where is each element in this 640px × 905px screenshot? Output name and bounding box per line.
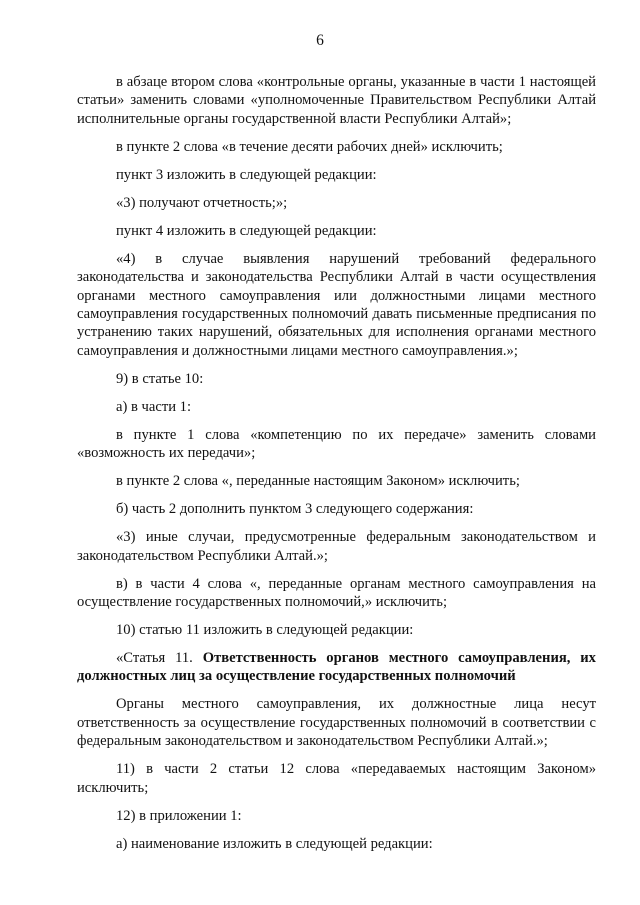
paragraph-item-9a: а) в части 1: — [116, 398, 192, 415]
paragraph-abzats-vtoroy: в абзаце втором слова «контрольные органы, указанные в части 1 настоящей статьи» заменить словами «уполномоченные Правительством Республики Алтай исполнительные органы государственной власти Республики Алтай»; — [77, 74, 596, 127]
article-11-title: Ответственность органов местного самоуправления, их должностных лиц за осуществление государственных полномочий — [77, 650, 596, 685]
paragraph-item-9: 9) в статье 10: — [116, 370, 204, 387]
paragraph-item-9v: в) в части 4 слова «, переданные органам местного самоуправления на осуществление государственных полномочий,» исключить; — [77, 575, 596, 611]
article-11-label: «Статья 11. — [116, 650, 203, 667]
paragraph-item-9b-text: «3) иные случаи, предусмотренные федеральным законодательством и законодательством Республики Алтай.»; — [77, 529, 596, 564]
paragraph-punkt-3-intro: пункт 3 изложить в следующей редакции: — [116, 166, 377, 183]
paragraph-item-10: 10) статью 11 изложить в следующей редакции: — [116, 622, 414, 639]
paragraph-punkt-4-text: «4) в случае выявления нарушений требований федерального законодательства и законодательства Республики Алтай в части осуществления органами местного самоуправления или должностными лицами местного самоуправления государственных полномочий давать письменные предписания по устранению таких нарушений, обязательных для исполнения органами местного самоуправления и должностными лицами местного самоуправления.»; — [77, 250, 596, 359]
paragraph-item-9a-1: в пункте 1 слова «компетенцию по их передаче» заменить словами «возможность их передачи»; — [77, 426, 596, 462]
paragraph-article-11-heading — [77, 649, 596, 686]
paragraph-item-12a: а) наименование изложить в следующей редакции: — [116, 835, 433, 852]
document-body — [77, 73, 596, 863]
paragraph-article-11-text: Органы местного самоуправления, их должностные лица несут ответственность за осуществление государственных полномочий в соответствии с федеральным законодательством и законодательством Республики Алтай.»; — [77, 696, 596, 750]
paragraph-item-11: 11) в части 2 статьи 12 слова «передаваемых настоящим Законом» исключить; — [77, 761, 596, 796]
paragraph-punkt-3-text: «3) получают отчетность;»; — [116, 194, 288, 211]
paragraph-item-9b: б) часть 2 дополнить пунктом 3 следующего содержания: — [116, 501, 474, 518]
paragraph-punkt-2: в пункте 2 слова «в течение десяти рабочих дней» исключить; — [116, 138, 503, 155]
paragraph-punkt-4-intro: пункт 4 изложить в следующей редакции: — [116, 222, 377, 239]
paragraph-item-9a-2: в пункте 2 слова «, переданные настоящим Законом» исключить; — [116, 473, 520, 490]
page-number: 6 — [316, 32, 324, 49]
paragraph-item-12: 12) в приложении 1: — [116, 807, 242, 824]
